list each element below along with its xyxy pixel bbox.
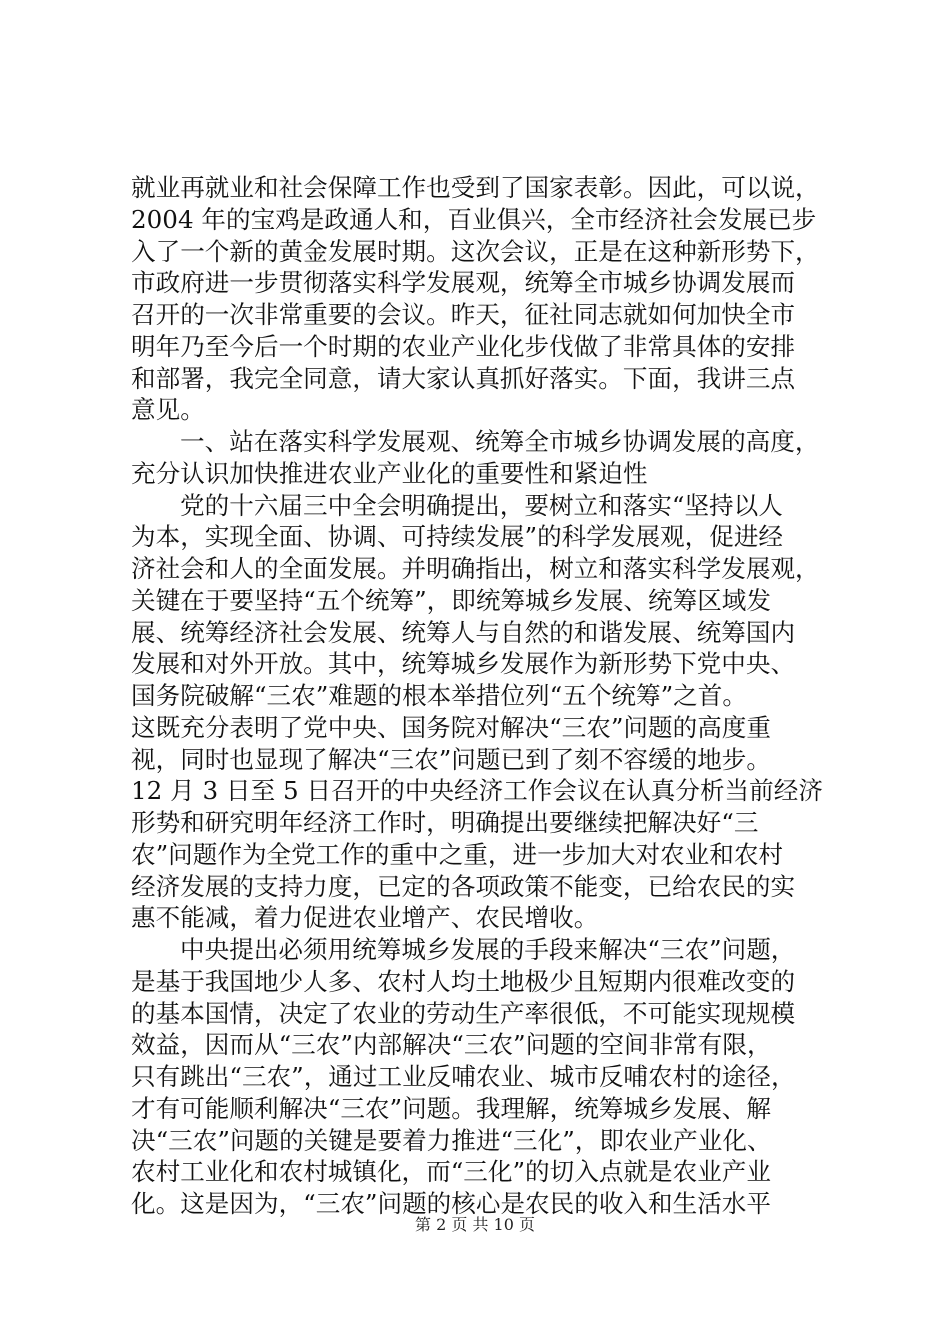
text-line: 和部署，我完全同意，请大家认真抓好落实。下面，我讲三点 (131, 363, 796, 393)
text-line: 召开的一次非常重要的会议。昨天，征社同志就如何加快全市 (131, 300, 796, 329)
text-line: 12 月 3 日至 5 日召开的中央经济工作会议在认真分析当前经济 (131, 776, 823, 806)
text-line: 惠不能减，着力促进农业增产、农民增收。 (131, 903, 599, 933)
page-footer (0, 1214, 950, 1236)
text-line: 发展和对外开放。其中，统筹城乡发展作为新形势下党中央、 (131, 649, 796, 679)
text-line: 2004 年的宝鸡是政通人和，百业俱兴，全市经济社会发展已步 (131, 204, 817, 234)
text-line: 市政府进一步贯彻落实科学发展观，统筹全市城乡协调发展而 (131, 268, 796, 298)
text-line: 国务院破解“三农”难题的根本举措位列“五个统筹”之首。 (131, 681, 747, 710)
text-line: 效益，因而从“三农”内部解决“三农”问题的空间非常有限， (131, 1030, 772, 1060)
text-line: 才有可能顺利解决“三农”问题。我理解，统筹城乡发展、解 (131, 1093, 771, 1123)
text-line: 是基于我国地少人多、农村人均土地极少且短期内很难改变的 (131, 966, 796, 996)
section-heading-line: 一、站在落实科学发展观、统筹全市城乡协调发展的高度， (180, 427, 820, 456)
text-line: 党的十六届三中全会明确提出，要树立和落实“坚持以人 (180, 490, 783, 520)
text-line: 形势和研究明年经济工作时，明确提出要继续把解决好“三 (131, 808, 759, 837)
text-line: 就业再就业和社会保障工作也受到了国家表彰。因此，可以说， (131, 173, 820, 202)
document-body (131, 172, 831, 1220)
text-line: 这既充分表明了党中央、国务院对解决“三农”问题的高度重 (131, 712, 771, 742)
text-line: 展、统筹经济社会发展、统筹人与自然的和谐发展、统筹国内 (131, 617, 796, 647)
page-number: 第 2 页 共 10 页 (415, 1215, 535, 1234)
text-line: 明年乃至今后一个时期的农业产业化步伐做了非常具体的安排 (131, 331, 796, 361)
text-line: 的基本国情，决定了农业的劳动生产率很低，不可能实现规模 (131, 998, 796, 1028)
text-line: 经济发展的支持力度，已定的各项政策不能变，已给农民的实 (131, 871, 796, 901)
text-line: 中央提出必须用统筹城乡发展的手段来解决“三农”问题， (180, 935, 796, 964)
text-line: 为本，实现全面、协调、可持续发展”的科学发展观，促进经 (131, 522, 784, 552)
text-line: 只有跳出“三农”，通过工业反哺农业、城市反哺农村的途径， (131, 1062, 796, 1091)
text-line: 关键在于要坚持“五个统筹”，即统筹城乡发展、统筹区域发 (131, 585, 771, 615)
text-line: 视，同时也显现了解决“三农”问题已到了刻不容缓的地步。 (131, 744, 771, 774)
text-line: 决“三农”问题的关键是要着力推进“三化”，即农业产业化、 (131, 1125, 772, 1155)
text-line: 入了一个新的黄金发展时期。这次会议，正是在这种新形势下， (131, 236, 820, 266)
text-line: 意见。 (131, 395, 205, 425)
text-line: 农”问题作为全党工作的重中之重，进一步加大对农业和农村 (131, 839, 784, 869)
section-heading-line: 充分认识加快推进农业产业化的重要性和紧迫性 (131, 458, 648, 488)
text-line: 农村工业化和农村城镇化，而“三化”的切入点就是农业产业 (131, 1157, 771, 1187)
text-line: 化。这是因为，“三农”问题的核心是农民的收入和生活水平 (131, 1189, 771, 1218)
text-line: 济社会和人的全面发展。并明确指出，树立和落实科学发展观， (131, 554, 820, 583)
